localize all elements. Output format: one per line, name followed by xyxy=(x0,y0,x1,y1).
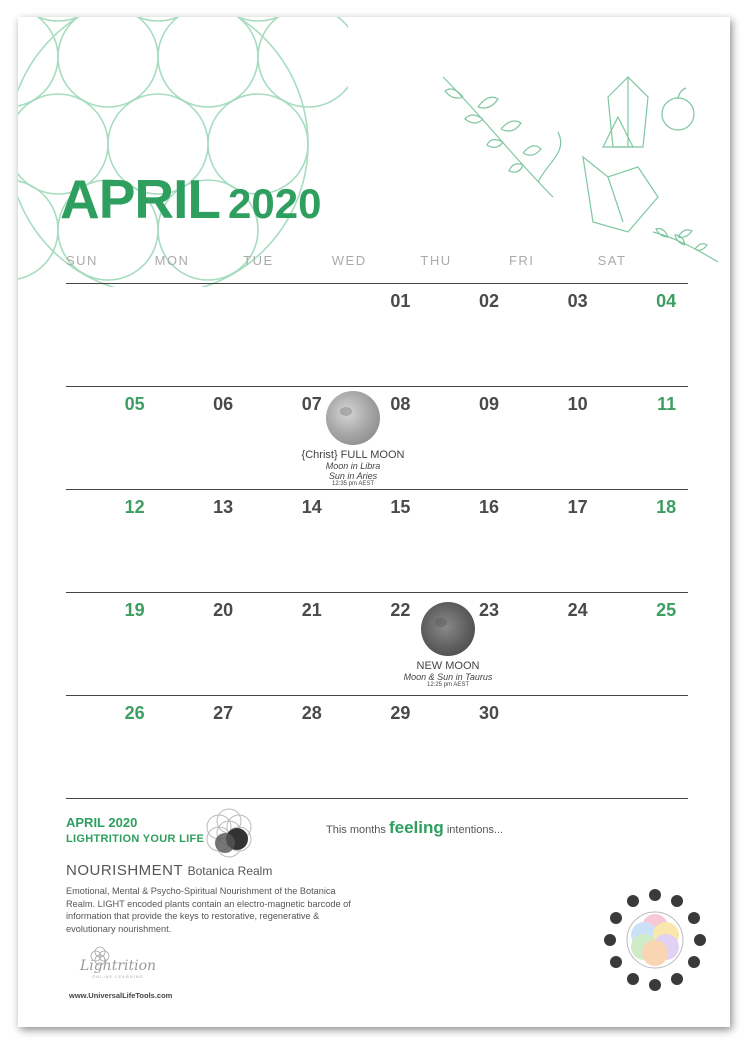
day-cell xyxy=(598,387,687,487)
weekday-label: TUE xyxy=(243,253,274,268)
day-cell xyxy=(598,593,687,693)
day-cell xyxy=(332,490,421,590)
feeling-post: intentions... xyxy=(446,824,504,836)
day-cell xyxy=(420,490,509,590)
full-moon-note xyxy=(278,449,428,487)
day-number: 06 xyxy=(213,394,234,414)
day-cell xyxy=(155,490,244,590)
day-cell xyxy=(66,284,155,384)
day-cell xyxy=(509,387,598,487)
full-moon-line2: Sun in Aries xyxy=(328,471,378,481)
day-cell xyxy=(598,284,687,384)
day-number: 29 xyxy=(390,703,411,723)
day-number: 03 xyxy=(567,291,588,311)
day-number: 22 xyxy=(390,600,411,620)
day-number: 01 xyxy=(390,291,411,311)
day-cell xyxy=(332,696,421,796)
website-url[interactable]: www.UniversalLifeTools.com xyxy=(69,991,173,1000)
day-cell xyxy=(420,696,509,796)
nourishment-realm: Botanica Realm xyxy=(187,864,273,878)
footer-heading-month: APRIL 2020 xyxy=(66,815,138,830)
moon-cycle-wheel xyxy=(600,885,710,995)
day-number: 12 xyxy=(124,497,145,517)
day-cell xyxy=(155,387,244,487)
day-cell xyxy=(155,696,244,796)
month-title: APRIL xyxy=(60,168,220,230)
day-number: 08 xyxy=(390,394,411,414)
day-cell xyxy=(155,284,244,384)
day-cell xyxy=(66,490,155,590)
day-number: 21 xyxy=(301,600,322,620)
day-number: 26 xyxy=(124,703,145,723)
new-moon-icon xyxy=(421,602,475,656)
day-cell xyxy=(66,387,155,487)
day-cell xyxy=(243,696,332,796)
day-cell xyxy=(598,696,687,796)
full-moon-line1: Moon in Libra xyxy=(325,461,381,471)
day-number: 05 xyxy=(124,394,145,414)
botanical-crystal-illustration xyxy=(423,57,723,267)
feeling-pre: This months xyxy=(326,824,386,836)
lightrition-logo xyxy=(78,946,158,979)
day-number: 09 xyxy=(478,394,499,414)
weekday-label: SAT xyxy=(597,253,627,268)
day-cell xyxy=(509,284,598,384)
day-cell xyxy=(243,593,332,693)
day-cell xyxy=(66,593,155,693)
nourishment-title: NOURISHMENT xyxy=(66,862,184,879)
full-moon-title: {Christ} FULL MOON xyxy=(301,449,405,461)
day-cell xyxy=(420,387,509,487)
day-number: 30 xyxy=(478,703,499,723)
nourishment-heading xyxy=(66,862,272,880)
feeling-word: feeling xyxy=(388,818,444,837)
footer-heading-tagline: LIGHTRITION YOUR LIFE xyxy=(66,833,205,845)
day-cell xyxy=(155,593,244,693)
weekday-label: THU xyxy=(420,253,452,268)
day-number: 11 xyxy=(657,394,677,414)
day-number: 13 xyxy=(213,497,234,517)
new-moon-line1: Moon & Sun in Taurus xyxy=(403,672,493,682)
day-number: 17 xyxy=(567,497,588,517)
day-number: 24 xyxy=(567,600,588,620)
full-moon-icon xyxy=(326,391,380,445)
nourishment-description: Emotional, Mental & Psycho-Spiritual Nourishment of the Botanica Realm. LIGHT encoded plants contain an electro-magnetic barcode of information that provide the keys to restorative, regenerative & evolutionary nourishment. xyxy=(66,886,351,934)
day-number: 25 xyxy=(656,600,677,620)
logo-script-text: Lightrition xyxy=(79,958,157,974)
day-cell xyxy=(66,696,155,796)
footer-heading xyxy=(66,815,204,847)
feeling-intentions xyxy=(326,818,503,838)
new-moon-note xyxy=(373,660,523,688)
weekday-header xyxy=(66,253,688,268)
day-cell xyxy=(598,490,687,590)
day-cell xyxy=(509,490,598,590)
seed-of-life-icon xyxy=(201,805,257,861)
day-number: 28 xyxy=(301,703,322,723)
day-number: 23 xyxy=(478,600,499,620)
new-moon-time: 12:25 pm AEST xyxy=(426,682,470,688)
day-number: 15 xyxy=(390,497,411,517)
day-cell xyxy=(332,284,421,384)
new-moon-title: NEW MOON xyxy=(416,660,480,672)
calendar-title xyxy=(60,167,321,231)
day-number: 14 xyxy=(301,497,322,517)
weekday-label: WED xyxy=(331,253,367,268)
day-cell xyxy=(509,696,598,796)
week-row xyxy=(66,283,688,386)
year-title: 2020 xyxy=(228,180,322,227)
full-moon-time: 12:35 pm AEST xyxy=(331,481,375,487)
day-number: 16 xyxy=(478,497,499,517)
flower-of-life-decoration xyxy=(18,17,348,287)
weekday-label: MON xyxy=(154,253,190,268)
weekday-label: SUN xyxy=(66,253,98,268)
day-number: 18 xyxy=(656,497,677,517)
grid-bottom-line xyxy=(66,798,688,799)
day-cell xyxy=(420,284,509,384)
day-number: 19 xyxy=(124,600,145,620)
logo-subtitle: ONLINE LEARNING xyxy=(92,974,144,979)
day-number: 04 xyxy=(656,291,677,311)
day-number: 10 xyxy=(567,394,588,414)
day-number: 27 xyxy=(213,703,234,723)
weekday-label: FRI xyxy=(508,253,535,268)
week-row xyxy=(66,489,688,592)
calendar-grid xyxy=(66,283,688,798)
day-number: 07 xyxy=(301,394,322,414)
day-cell xyxy=(243,490,332,590)
day-number: 20 xyxy=(213,600,234,620)
week-row xyxy=(66,695,688,798)
day-number: 02 xyxy=(478,291,499,311)
day-cell xyxy=(243,284,332,384)
logo-flower-icon xyxy=(88,944,112,968)
